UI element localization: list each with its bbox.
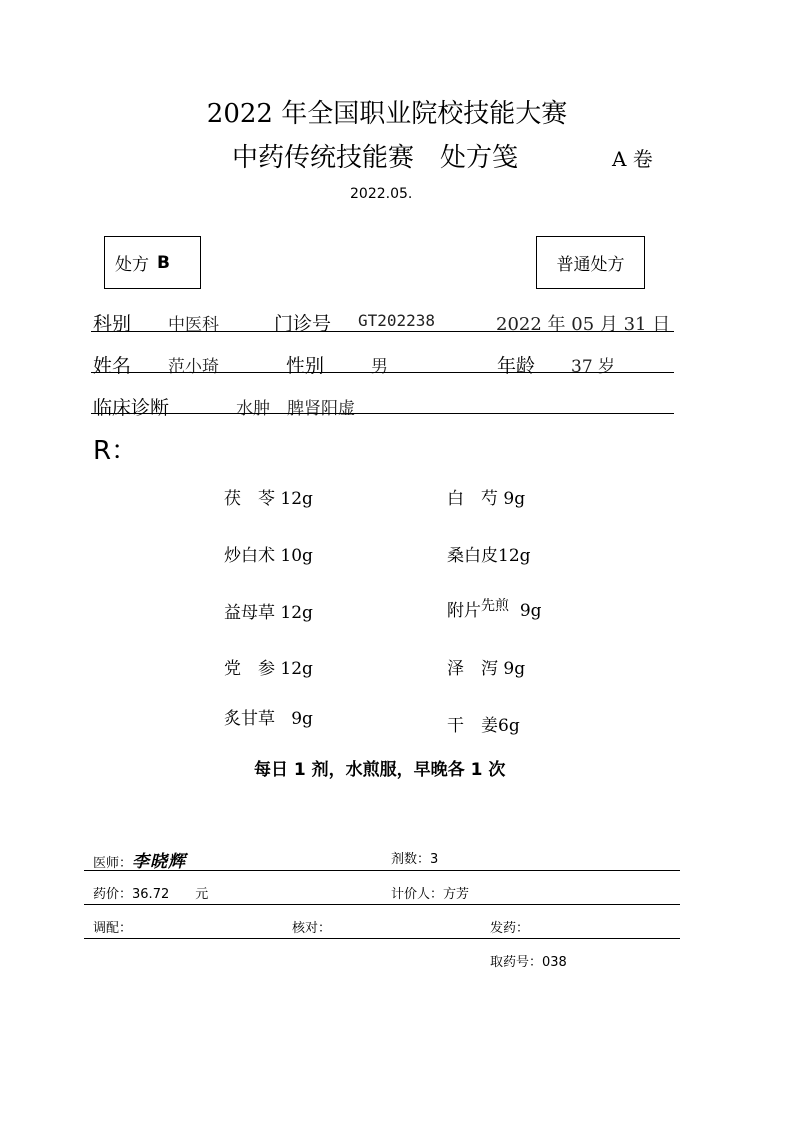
clinic-no-value: GT202238 <box>358 311 436 330</box>
herb-dose: 12g <box>280 659 313 679</box>
pickup-label: 取药号： <box>490 955 543 970</box>
herb-item <box>447 711 520 736</box>
paper-label: A 卷 <box>612 147 653 171</box>
herb-item <box>447 541 531 566</box>
row-underline-3 <box>91 413 674 414</box>
row-underline-1 <box>91 331 674 332</box>
herb-name: 附片 <box>447 601 481 621</box>
herb-item <box>224 704 313 729</box>
herb-dose: 9g <box>519 601 542 621</box>
price-unit: 元 <box>195 887 209 902</box>
doses-label: 剂数： <box>391 852 431 867</box>
pickup-row <box>490 951 567 970</box>
herb-name: 干 姜 <box>447 716 498 736</box>
rx-symbol: R： <box>93 436 138 466</box>
doctor-label: 医师： <box>93 856 133 871</box>
herb-name: 白 芍 <box>447 489 498 509</box>
usage-instructions: 每日 1 剂，水煎服，早晚各 1 次 <box>254 760 506 780</box>
herb-item <box>447 484 525 509</box>
department-label: 科别 <box>93 313 132 335</box>
herb-name: 泽 泻 <box>447 659 498 679</box>
herb-name: 炒白术 <box>224 546 275 566</box>
pricer-label: 计价人： <box>391 887 444 902</box>
herb-name: 益母草 <box>224 603 275 623</box>
pickup-no: 038 <box>542 955 567 970</box>
department-value: 中医科 <box>168 315 219 335</box>
herb-dose: 12g <box>280 603 313 623</box>
herb-dose: 9g <box>503 659 526 679</box>
title-line2: 中药传统技能赛 处方笺 <box>232 143 519 173</box>
name-value: 范小琦 <box>168 357 219 377</box>
dispense-label: 调配： <box>93 921 133 936</box>
footer-line-2 <box>84 904 680 905</box>
row-underline-2 <box>91 372 674 373</box>
herb-item <box>224 541 313 566</box>
pricer-value: 方芳 <box>443 887 470 902</box>
herb-processing-note: 先煎 <box>481 598 509 614</box>
herb-name: 桑白皮 <box>447 546 498 566</box>
price-label: 药价： <box>93 887 133 902</box>
herb-item <box>447 596 542 621</box>
diagnosis-label: 临床诊断 <box>93 397 170 419</box>
herb-item <box>447 654 525 679</box>
herb-dose: 9g <box>291 709 313 729</box>
prescription-code-box <box>104 236 201 289</box>
name-label: 姓名 <box>93 355 132 377</box>
exam-date: 2022.05. <box>350 186 413 202</box>
pricer-row <box>391 883 469 902</box>
title-line1: 2022 年全国职业院校技能大赛 <box>206 99 568 129</box>
price-value: 36.72 <box>132 887 170 902</box>
herb-dose: 9g <box>503 489 526 509</box>
diagnosis-value: 水肿 脾肾阳虚 <box>236 399 355 419</box>
herb-item <box>224 484 313 509</box>
herb-dose: 6g <box>498 716 520 736</box>
herb-dose: 12g <box>498 546 531 566</box>
age-label: 年龄 <box>497 355 536 377</box>
prescription-type: 普通处方 <box>556 255 625 275</box>
check-label: 核对： <box>292 921 332 936</box>
issue-label: 发药： <box>490 921 530 936</box>
clinic-no-label: 门诊号 <box>274 313 332 335</box>
doses-value: 3 <box>430 852 439 867</box>
age-value: 37 岁 <box>571 357 616 377</box>
herb-name: 党 参 <box>224 659 275 679</box>
prescription-type-box <box>536 236 645 289</box>
sex-label: 性别 <box>286 355 325 377</box>
herb-dose: 10g <box>280 546 313 566</box>
footer-line-1 <box>84 870 680 871</box>
price-row <box>93 883 208 902</box>
herb-dose: 12g <box>280 489 313 509</box>
doses-row <box>391 848 438 867</box>
doctor-signature: 李晓辉 <box>132 852 187 872</box>
footer-line-3 <box>84 938 680 939</box>
sex-value: 男 <box>371 357 388 377</box>
herb-item <box>224 598 313 623</box>
herb-item <box>224 654 313 679</box>
herb-name: 炙甘草 <box>224 709 275 729</box>
prescription-code: B <box>157 252 170 273</box>
visit-date: 2022 年 05 月 31 日 <box>496 314 671 335</box>
herb-name: 茯 苓 <box>224 489 275 509</box>
doctor-row <box>93 847 186 872</box>
prescription-label: 处方 <box>115 255 149 275</box>
